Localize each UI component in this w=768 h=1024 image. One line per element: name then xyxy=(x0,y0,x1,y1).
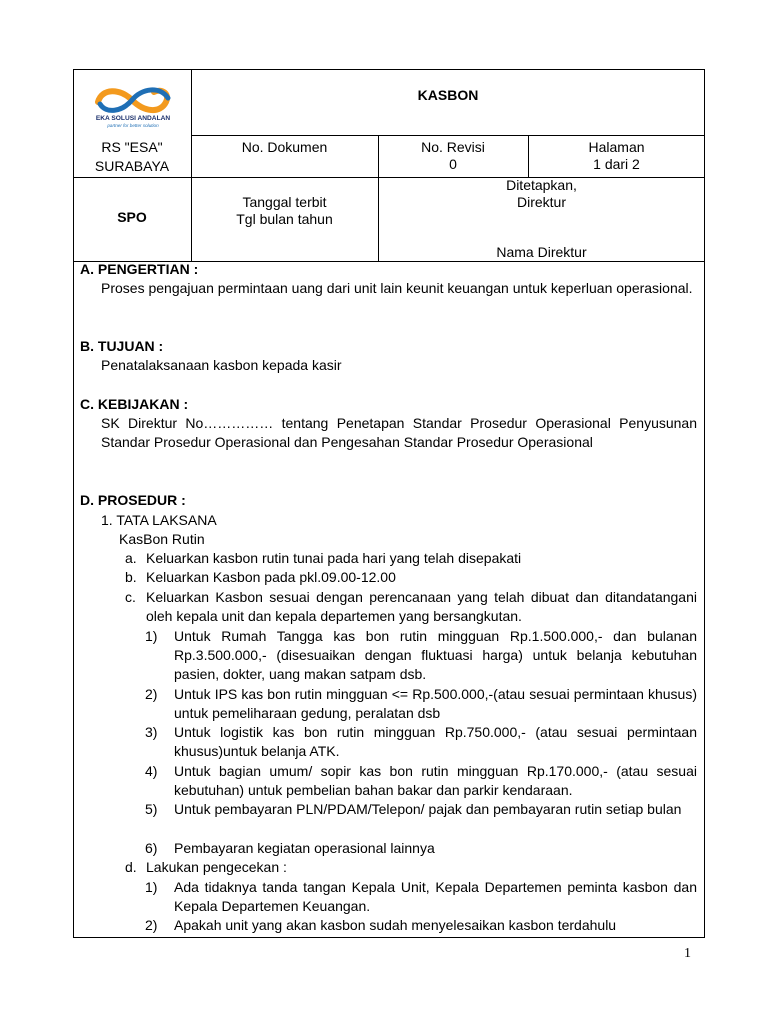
section-c-title: C. KEBIJAKAN : xyxy=(80,396,189,412)
sublist-item: Ada tidaknya tanda tangan Kepala Unit, Kepala Departemen peminta kasbon dan Kepala Departemen Keuangan. xyxy=(174,879,697,914)
approved-role: Direktur xyxy=(516,194,566,210)
sublist-marker: 5) xyxy=(145,801,158,817)
issue-date-value: Tgl bulan tahun xyxy=(236,211,333,227)
list-item: Keluarkan Kasbon sesuai dengan perencanaan yang telah dibuat dan ditandatangani oleh kepala unit dan kepala departemen yang bersangkutan. xyxy=(146,589,697,624)
sublist-marker: 4) xyxy=(145,763,158,779)
sublist-marker: 2) xyxy=(145,917,158,933)
logo-text: EKA SOLUSI ANDALAN xyxy=(95,115,171,122)
sublist-item: Untuk bagian umum/ sopir kas bon rutin mingguan Rp.170.000,- (atau sesuai kebutuhan) untuk pembelian bahan bakar dan parkir kendaraan. xyxy=(174,763,697,798)
rule xyxy=(191,135,705,136)
sublist-item: Untuk IPS kas bon rutin mingguan <= Rp.500.000,-(atau sesuai permintaan khusus) untuk pemeliharaan gedung, peralatan dsb xyxy=(174,686,697,721)
sublist-item: Pembayaran kegiatan operasional lainnya xyxy=(174,840,435,856)
issue-date-label: Tanggal terbit xyxy=(242,194,327,210)
section-a-text: Proses pengajuan permintaan uang dari unit lain keunit keuangan untuk keperluan operasional. xyxy=(101,280,693,296)
sublist-item: Untuk pembayaran PLN/PDAM/Telepon/ pajak dan pembayaran rutin setiap bulan xyxy=(174,801,682,817)
hospital-name: RS "ESA" xyxy=(101,139,163,155)
revision-value: 0 xyxy=(449,156,457,172)
sublist-item: Untuk logistik kas bon rutin mingguan Rp.750.000,- (atau sesuai permintaan khusus)untuk belanja ATK. xyxy=(174,724,697,759)
list-item: Keluarkan kasbon rutin tunai pada hari yang telah disepakati xyxy=(146,550,522,566)
sublist-marker: 6) xyxy=(145,840,158,856)
list-item: Keluarkan Kasbon pada pkl.09.00-12.00 xyxy=(146,569,396,585)
section-a-title: A. PENGERTIAN : xyxy=(80,261,199,277)
sublist-marker: 1) xyxy=(145,628,158,644)
director-name: Nama Direktur xyxy=(496,244,587,260)
procedure-subheading: KasBon Rutin xyxy=(119,531,205,547)
logo-tagline: partner for better solution xyxy=(107,123,159,128)
page-number: 1 xyxy=(684,946,691,961)
page-value: 1 dari 2 xyxy=(593,156,640,172)
section-d-title: D. PROSEDUR : xyxy=(80,492,186,508)
doc-number-label: No. Dokumen xyxy=(241,139,328,155)
procedure-heading: 1. TATA LAKSANA xyxy=(101,512,217,528)
page-label: Halaman xyxy=(588,139,645,155)
list-marker: d. xyxy=(125,859,137,875)
sublist-marker: 1) xyxy=(145,879,158,895)
list-marker: b. xyxy=(125,569,137,585)
sublist-marker: 2) xyxy=(145,686,158,702)
section-c-text: SK Direktur No…………… tentang Penetapan Standar Prosedur Operasional Penyusunan Standar Prosedur Operasional dan Pengesahan Standar Prosedur Operasional xyxy=(101,415,697,450)
section-b-text: Penatalaksanaan kasbon kepada kasir xyxy=(101,357,342,373)
list-marker: c. xyxy=(125,589,136,605)
list-marker: a. xyxy=(125,550,137,566)
spo-label: SPO xyxy=(117,209,147,225)
document-title: KASBON xyxy=(417,87,479,103)
sublist-marker: 3) xyxy=(145,724,158,740)
hospital-city: SURABAYA xyxy=(94,158,170,174)
list-item: Lakukan pengecekan : xyxy=(146,859,287,875)
section-b-title: B. TUJUAN : xyxy=(80,338,164,354)
approved-label: Ditetapkan, xyxy=(506,177,577,193)
revision-label: No. Revisi xyxy=(421,139,485,155)
company-logo xyxy=(88,80,178,130)
sublist-item: Apakah unit yang akan kasbon sudah menyelesaikan kasbon terdahulu xyxy=(174,917,617,933)
sublist-item: Untuk Rumah Tangga kas bon rutin mingguan Rp.1.500.000,- dan bulanan Rp.3.500.000,- (disesuaikan dengan fluktuasi harga) untuk belanja kebutuhan pasien, dokter, uang makan satpam dsb. xyxy=(174,628,697,682)
